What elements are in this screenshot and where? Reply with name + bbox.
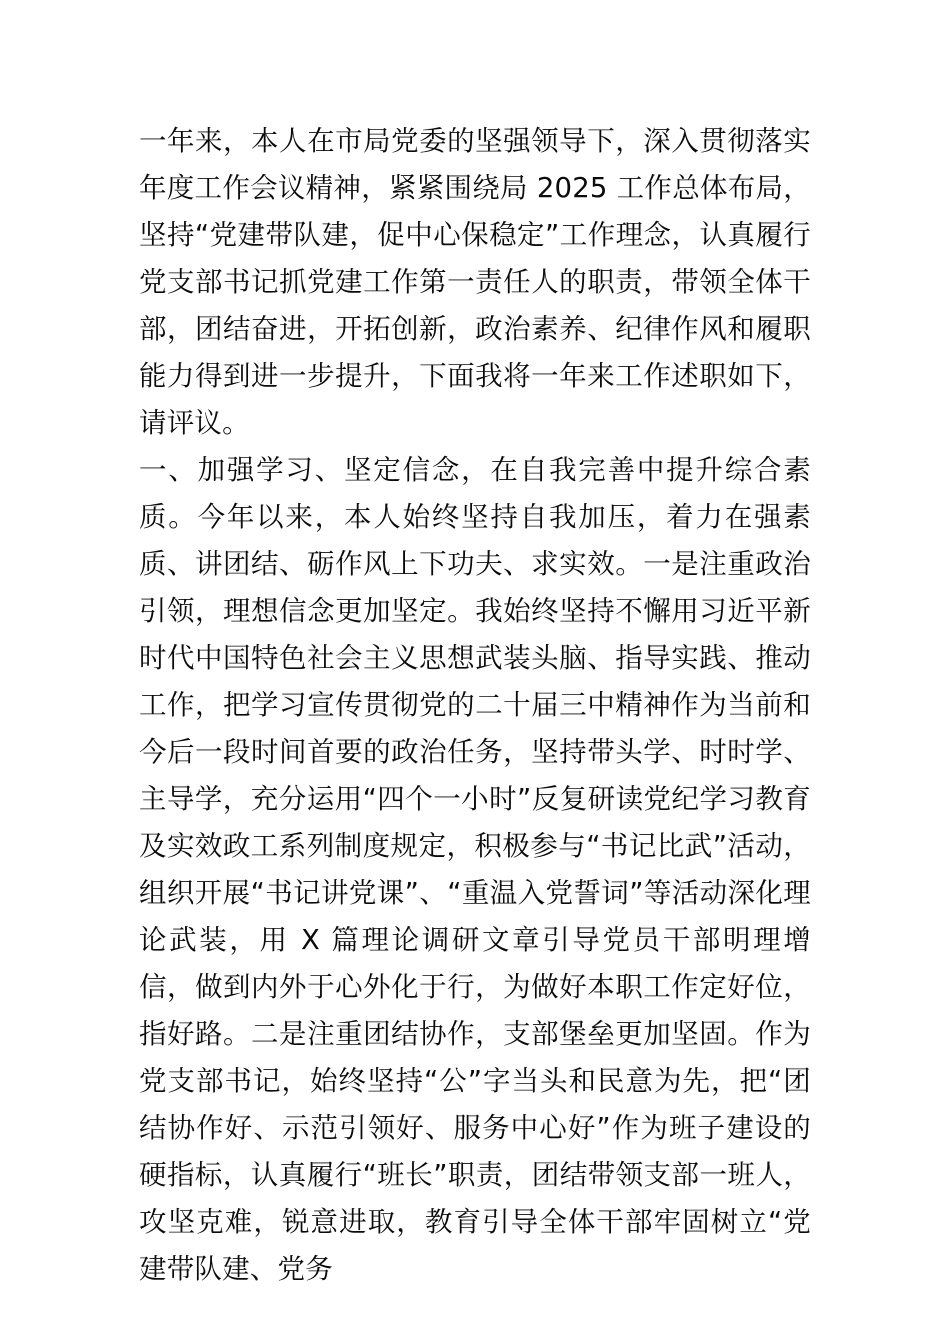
paragraph-intro: 一年来，本人在市局党委的坚强领导下，深入贯彻落实年度工作会议精神，紧紧围绕局 2025 工作总体布局，坚持“党建带队建，促中心保稳定”工作理念，认真履行党支部书记抓党建工作第一责任人的职责，带领全体干部，团结奋进，开拓创新，政治素养、纪律作风和履职能力得到进一步提升，下面我将一年来工作述职如下，请评议。 xyxy=(139,125,811,439)
document-body xyxy=(139,118,811,1293)
paragraph-section-one: 一、加强学习、坚定信念，在自我完善中提升综合素质。今年以来，本人始终坚持自我加压，着力在强素质、讲团结、砺作风上下功夫、求实效。一是注重政治引领，理想信念更加坚定。我始终坚持不懈用习近平新时代中国特色社会主义思想武装头脑、指导实践、推动工作，把学习宣传贯彻党的二十届三中精神作为当前和今后一段时间首要的政治任务，坚持带头学、时时学、主导学，充分运用“四个一小时”反复研读党纪学习教育及实效政工系列制度规定，积极参与“书记比武”活动，组织开展“书记讲党课”、“重温入党誓词”等活动深化理论武装，用 X 篇理论调研文章引导党员干部明理增信，做到内外于心外化于行，为做好本职工作定好位，指好路。二是注重团结协作，支部堡垒更加坚固。作为党支部书记，始终坚持“公”字当头和民意为先，把“团结协作好、示范引领好、服务中心好”作为班子建设的硬指标，认真履行“班长”职责，团结带领支部一班人，攻坚克难，锐意进取，教育引导全体干部牢固树立“党建带队建、党务 xyxy=(139,454,811,1285)
